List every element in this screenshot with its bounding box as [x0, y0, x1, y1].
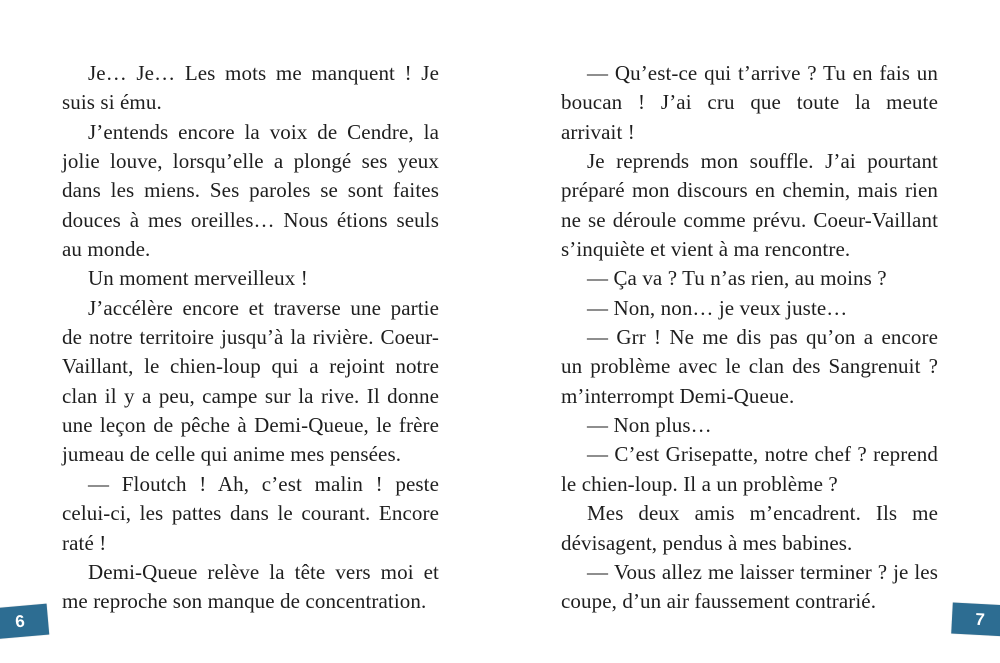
paragraph: Un moment merveilleux !	[88, 266, 308, 291]
paragraph: — C’est Grisepatte, notre chef ? reprend le chien-loup. Il a un problème ?	[561, 442, 938, 496]
page-number-badge-left: 6	[0, 604, 49, 640]
paragraph: — Non plus…	[587, 413, 712, 438]
left-page-text	[62, 59, 439, 617]
paragraph: Je reprends mon souffle. J’ai pourtant préparé mon discours en chemin, mais rien ne se déroule comme prévu. Coeur-Vaillant s’inquiète et vient à ma rencontre.	[561, 149, 938, 262]
paragraph: — Grr ! Ne me dis pas qu’on a encore un problème avec le clan des Sangrenuit ? m’interrompt Demi-Queue.	[561, 325, 938, 408]
paragraph: — Floutch ! Ah, c’est malin ! peste celui-ci, les pattes dans le courant. Encore raté !	[62, 471, 439, 555]
page-number-badge-right: 7	[951, 603, 1000, 637]
paragraph: J’accélère encore et traverse une partie de notre territoire jusqu’à la rivière. Coeur-Vaillant, le chien-loup qui a rejoint notre clan il y a peu, campe sur la rive. Il donne une leçon de pêche à Demi-Queue, le frère jumeau de celle qui anime mes pensées.	[62, 295, 439, 467]
paragraph: — Ça va ? Tu n’as rien, au moins ?	[587, 266, 887, 291]
paragraph: Je… Je… Les mots me manquent ! Je suis si ému.	[62, 61, 439, 115]
paragraph: Mes deux amis m’encadrent. Ils me dévisagent, pendus à mes babines.	[561, 501, 938, 555]
paragraph: J’entends encore la voix de Cendre, la jolie louve, lorsqu’elle a plongé ses yeux dans les miens. Ses paroles se sont faites douces à mes oreilles… Nous étions seuls au monde.	[62, 119, 439, 262]
paragraph: — Qu’est-ce qui t’arrive ? Tu en fais un boucan ! J’ai cru que toute la meute arrivait !	[561, 61, 938, 144]
paragraph: — Non, non… je veux juste…	[587, 295, 848, 320]
right-page-text	[561, 59, 938, 617]
paragraph: Demi-Queue relève la tête vers moi et me reproche son manque de concentration.	[62, 559, 439, 614]
paragraph: — Vous allez me laisser terminer ? je les coupe, d’un air faussement contrarié.	[561, 559, 938, 614]
